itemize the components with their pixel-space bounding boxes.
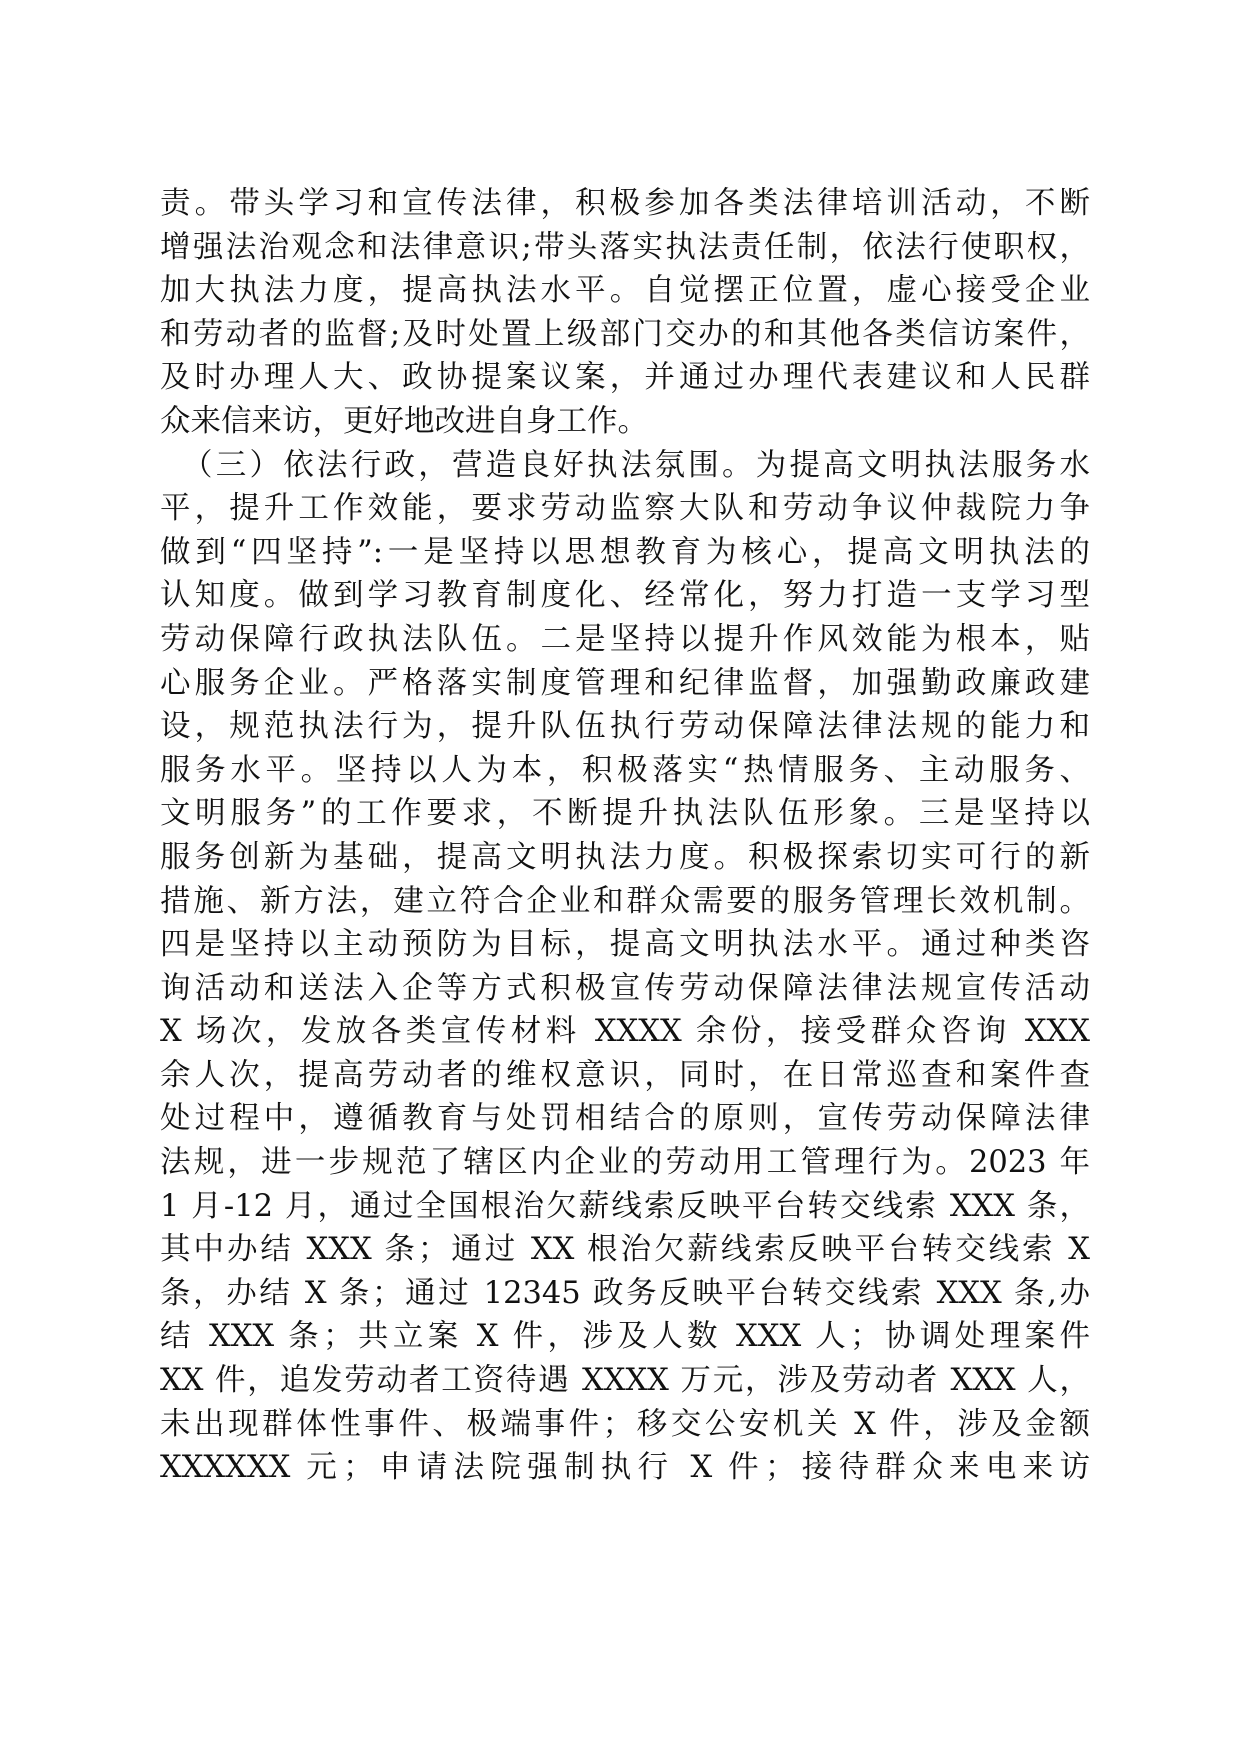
text-line: 服务创新为基础，提高文明执法力度。积极探索切实可行的新: [160, 839, 1090, 875]
text-line: 条，办结 X 条；通过 12345 政务反映平台转交线索 XXX 条,办: [160, 1275, 1090, 1311]
text-line: 法规，进一步规范了辖区内企业的劳动用工管理行为。2023 年: [160, 1145, 1090, 1181]
text-line: 余人次，提高劳动者的维权意识，同时，在日常巡查和案件查: [160, 1057, 1090, 1093]
paragraph-heading-line: （三）依法行政，营造良好执法氛围。为提高文明执法服务水: [182, 447, 1090, 483]
text-line: 认知度。做到学习教育制度化、经常化，努力打造一支学习型: [160, 578, 1090, 614]
text-line: 心服务企业。严格落实制度管理和纪律监督，加强勤政廉政建: [160, 665, 1090, 701]
text-line: 做到“四坚持”:一是坚持以思想教育为核心，提高文明执法的: [160, 534, 1090, 570]
text-line: 四是坚持以主动预防为目标，提高文明执法水平。通过种类咨: [160, 927, 1090, 963]
text-line: 文明服务”的工作要求，不断提升执法队伍形象。三是坚持以: [160, 796, 1090, 832]
text-line: 处过程中，遵循教育与处罚相结合的原则，宣传劳动保障法律: [160, 1101, 1090, 1137]
text-line: 责。带头学习和宣传法律，积极参加各类法律培训活动，不断: [160, 186, 1090, 221]
text-line: 众来信来访，更好地改进自身工作。: [160, 403, 648, 439]
text-line: 劳动保障行政执法队伍。二是坚持以提升作风效能为根本，贴: [160, 621, 1090, 657]
text-line: 及时办理人大、政协提案议案，并通过办理代表建议和人民群: [160, 360, 1090, 396]
text-line: XX 件，追发劳动者工资待遇 XXXX 万元，涉及劳动者 XXX 人，: [160, 1363, 1090, 1399]
text-line: 服务水平。坚持以人为本，积极落实“热情服务、主动服务、: [160, 752, 1090, 788]
text-line: X 场次，发放各类宣传材料 XXXX 余份，接受群众咨询 XXX: [160, 1014, 1090, 1050]
text-line: 加大执法力度，提高执法水平。自觉摆正位置，虚心接受企业: [160, 273, 1090, 309]
text-line: 其中办结 XXX 条；通过 XX 根治欠薪线索反映平台转交线索 X: [160, 1232, 1090, 1268]
text-line: 结 XXX 条；共立案 X 件，涉及人数 XXX 人；协调处理案件: [160, 1319, 1090, 1355]
text-line: 平，提升工作效能，要求劳动监察大队和劳动争议仲裁院力争: [160, 491, 1090, 527]
text-line: 询活动和送法入企等方式积极宣传劳动保障法律法规宣传活动: [160, 970, 1090, 1006]
text-line: 和劳动者的监督;及时处置上级部门交办的和其他各类信访案件，: [160, 316, 1090, 352]
text-line: 增强法治观念和法律意识;带头落实执法责任制，依法行使职权，: [160, 229, 1090, 265]
text-line: 措施、新方法，建立符合企业和群众需要的服务管理长效机制。: [160, 883, 1090, 919]
text-line: 1 月-12 月，通过全国根治欠薪线索反映平台转交线索 XXX 条，: [160, 1188, 1090, 1224]
body-text: [160, 182, 1090, 1490]
text-line: 设，规范执法行为，提升队伍执行劳动保障法律法规的能力和: [160, 709, 1090, 745]
text-line: XXXXXX 元；申请法院强制执行 X 件；接待群众来电来访: [160, 1450, 1090, 1486]
text-line: 未出现群体性事件、极端事件；移交公安机关 X 件，涉及金额: [160, 1406, 1090, 1442]
